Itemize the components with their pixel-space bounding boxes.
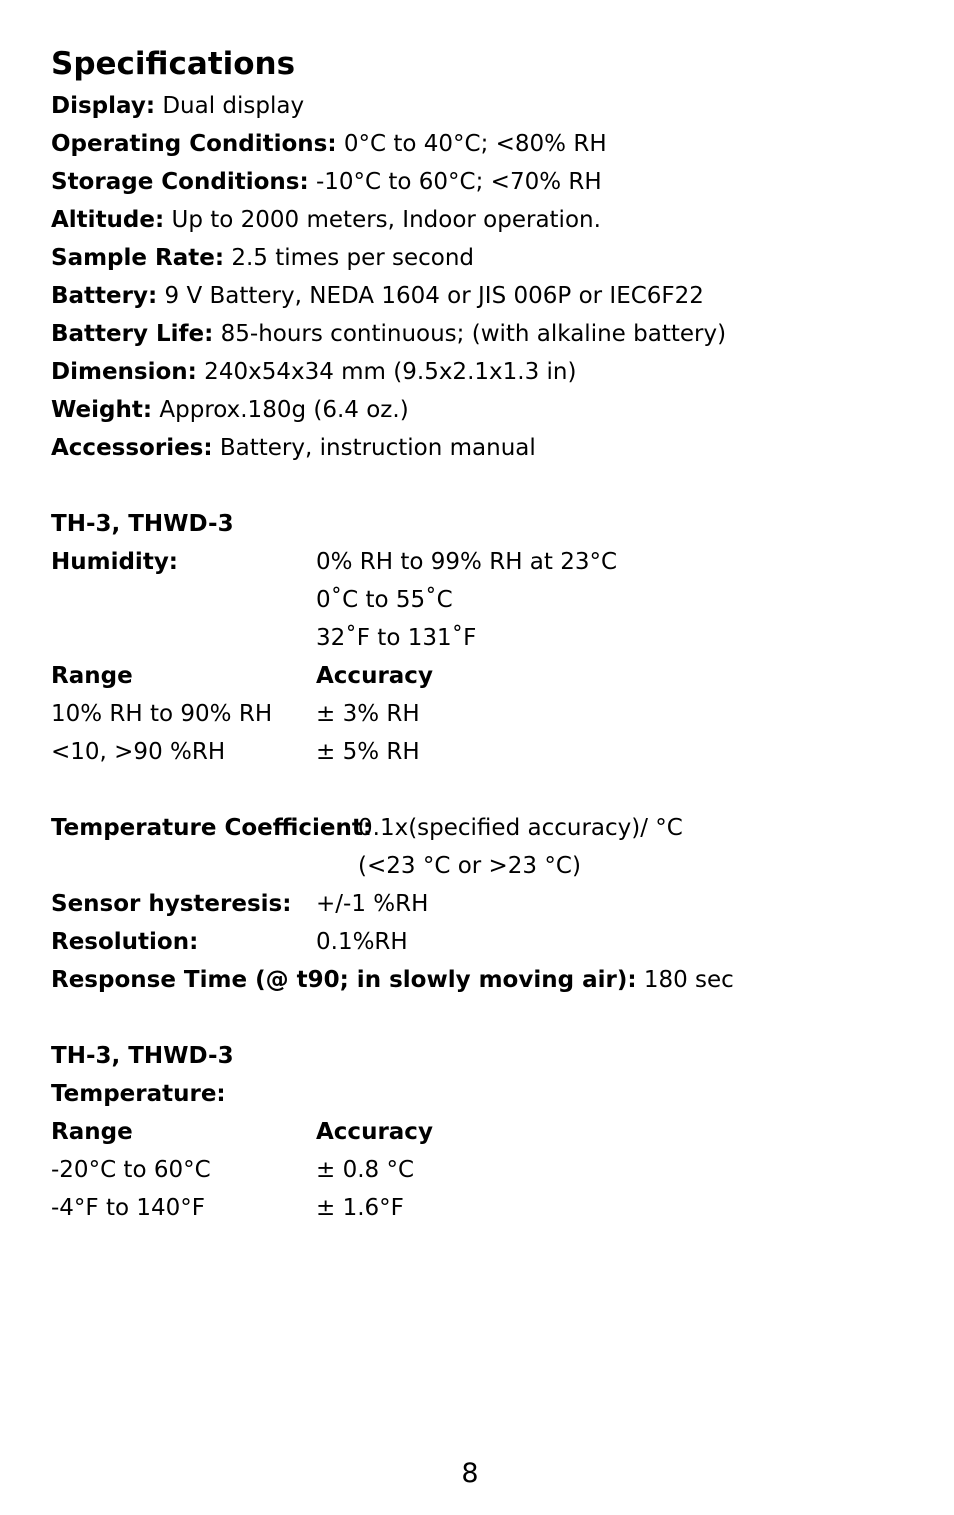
page-content [51,42,931,1227]
page-title: Specifications [51,46,296,82]
humidity-range-row [51,581,931,619]
temperature-model [51,1037,931,1075]
accuracy-cell: ± 0.8 °C [316,1157,415,1183]
spec-label: Sample Rate: [51,245,225,271]
spec-value: -10°C to 60°C; <70% RH [308,169,602,195]
response-label: Response Time (@ t90; in slowly moving air): [51,967,637,993]
spec-label: Operating Conditions: [51,131,337,157]
spec-value: Battery, instruction manual [212,435,536,461]
humidity-range-value: 0% RH to 99% RH at 23°C [316,549,618,575]
spec-weight [51,391,931,429]
spec-value: Dual display [155,93,305,119]
spec-label: Display: [51,93,156,119]
spacer [51,771,931,809]
spec-value: Approx.180g (6.4 oz.) [152,397,409,423]
spec-label: Weight: [51,397,153,423]
spec-list [51,87,931,467]
spec-label: Battery: [51,283,158,309]
spec-value: Up to 2000 meters, Indoor operation. [164,207,601,233]
spec-storage-conditions [51,163,931,201]
table-row [51,1189,931,1227]
temperature-section [51,1037,931,1227]
humidity-range-value: 0˚C to 55˚C [316,587,453,613]
spec-accessories [51,429,931,467]
accuracy-header: Accuracy [316,1119,433,1145]
hysteresis-row [51,885,931,923]
table-row [51,695,931,733]
spec-label: Battery Life: [51,321,214,347]
humidity-details [51,809,931,999]
spec-altitude [51,201,931,239]
coefficient-value: 0.1x(specified accuracy)/ °C [358,815,683,841]
spec-battery [51,277,931,315]
response-value: 180 sec [636,967,734,993]
accuracy-cell: ± 3% RH [316,701,420,727]
resolution-row [51,923,931,961]
spec-label: Storage Conditions: [51,169,309,195]
response-time-row [51,961,931,999]
table-header [51,1113,931,1151]
spec-sample-rate [51,239,931,277]
spec-dimension [51,353,931,391]
range-cell: <10, >90 %RH [51,739,226,765]
accuracy-header: Accuracy [316,663,433,689]
table-row [51,733,931,771]
humidity-section [51,505,931,771]
spec-label: Dimension: [51,359,197,385]
resolution-value: 0.1%RH [316,929,408,955]
hysteresis-value: +/-1 %RH [316,891,429,917]
coefficient-value: (<23 °C or >23 °C) [358,853,581,879]
page-number: 8 [461,1458,479,1489]
model-label: TH-3, THWD-3 [51,511,234,537]
spec-value: 9 V Battery, NEDA 1604 or JIS 006P or IEC6F22 [157,283,704,309]
table-row [51,1151,931,1189]
spec-value: 2.5 times per second [224,245,475,271]
accuracy-cell: ± 5% RH [316,739,420,765]
resolution-label: Resolution: [51,929,199,955]
range-header: Range [51,1119,133,1145]
temperature-label-row [51,1075,931,1113]
range-header: Range [51,663,133,689]
spec-value: 85-hours continuous; (with alkaline battery) [213,321,727,347]
humidity-range-row [51,619,931,657]
spec-value: 240x54x34 mm (9.5x2.1x1.3 in) [196,359,577,385]
hysteresis-label: Sensor hysteresis: [51,891,292,917]
accuracy-cell: ± 1.6°F [316,1195,404,1221]
humidity-label: Humidity: [51,549,179,575]
temperature-coefficient-row [51,847,931,885]
range-cell: -20°C to 60°C [51,1157,211,1183]
spec-value: 0°C to 40°C; <80% RH [336,131,607,157]
spec-label: Accessories: [51,435,213,461]
spec-operating-conditions [51,125,931,163]
coefficient-label: Temperature Coefficient: [51,815,373,841]
humidity-range-row [51,543,931,581]
range-cell: 10% RH to 90% RH [51,701,273,727]
spec-label: Altitude: [51,207,165,233]
spec-battery-life [51,315,931,353]
temperature-coefficient-row [51,809,931,847]
table-header [51,657,931,695]
spec-display [51,87,931,125]
humidity-range-value: 32˚F to 131˚F [316,625,477,651]
empty-cell [51,581,316,619]
temperature-label: Temperature: [51,1081,226,1107]
spacer [51,467,931,505]
empty-cell [51,619,316,657]
spacer [51,999,931,1037]
humidity-model [51,505,931,543]
model-label: TH-3, THWD-3 [51,1043,234,1069]
range-cell: -4°F to 140°F [51,1195,206,1221]
empty-cell [51,847,358,885]
